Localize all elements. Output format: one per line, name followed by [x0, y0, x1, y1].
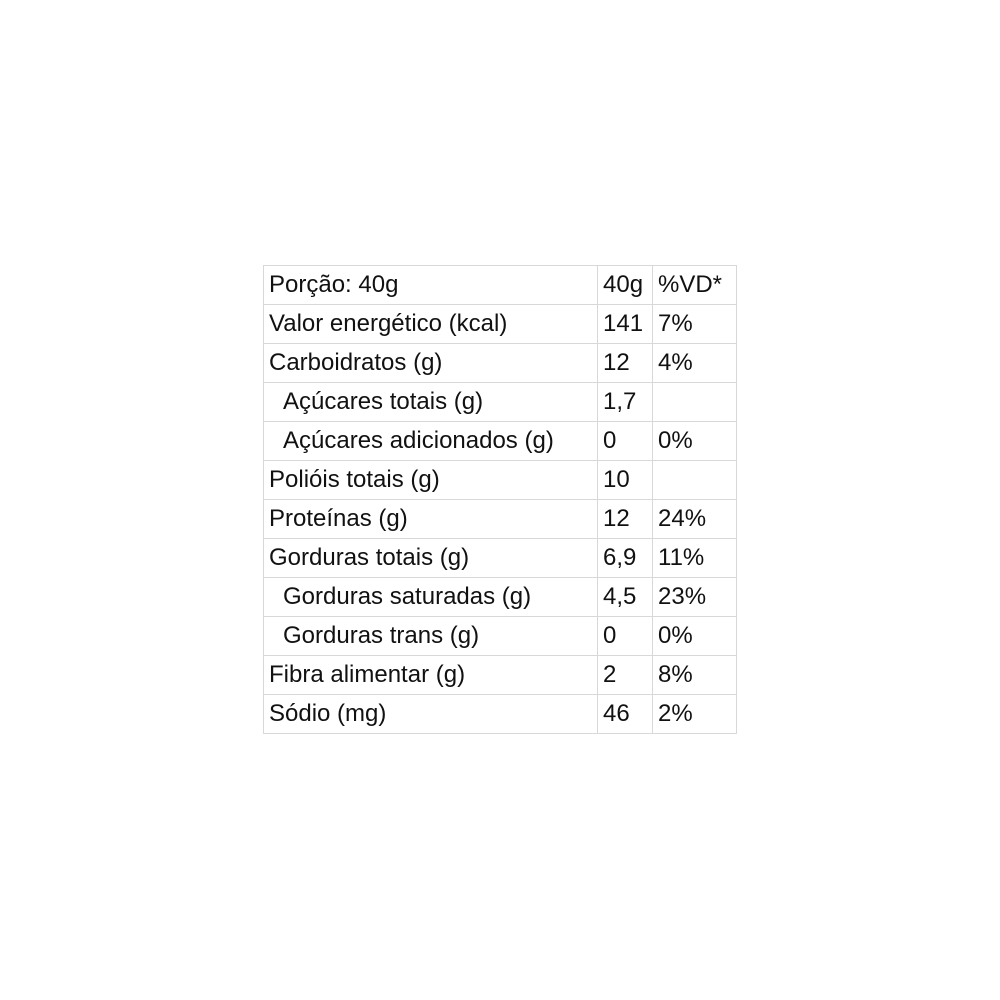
table-row — [264, 305, 737, 344]
table-row — [264, 695, 737, 734]
nutrient-daily-value: 4% — [653, 344, 737, 383]
nutrient-daily-value: 0% — [653, 617, 737, 656]
nutrient-daily-value — [653, 383, 737, 422]
table-row — [264, 344, 737, 383]
nutrient-amount: 6,9 — [598, 539, 653, 578]
nutrient-label: Polióis totais (g) — [264, 461, 598, 500]
nutrient-amount: 2 — [598, 656, 653, 695]
table-row — [264, 383, 737, 422]
portion-label-cell: Porção: 40g — [264, 266, 598, 305]
nutrient-daily-value: 7% — [653, 305, 737, 344]
nutrient-amount: 4,5 — [598, 578, 653, 617]
nutrient-label: Gorduras saturadas (g) — [264, 578, 598, 617]
nutrient-amount: 46 — [598, 695, 653, 734]
table-row — [264, 539, 737, 578]
nutrient-amount: 141 — [598, 305, 653, 344]
nutrient-label: Gorduras trans (g) — [264, 617, 598, 656]
nutrient-amount: 10 — [598, 461, 653, 500]
nutrient-amount: 1,7 — [598, 383, 653, 422]
nutrient-label: Fibra alimentar (g) — [264, 656, 598, 695]
nutrient-daily-value: 23% — [653, 578, 737, 617]
nutrient-amount: 0 — [598, 617, 653, 656]
nutrient-label: Açúcares totais (g) — [264, 383, 598, 422]
nutrient-amount: 12 — [598, 500, 653, 539]
nutrient-daily-value: 0% — [653, 422, 737, 461]
nutrient-label: Gorduras totais (g) — [264, 539, 598, 578]
nutrient-amount: 0 — [598, 422, 653, 461]
portion-amount-header: 40g — [598, 266, 653, 305]
table-header-row — [264, 266, 737, 305]
nutrient-label: Açúcares adicionados (g) — [264, 422, 598, 461]
nutrient-label: Carboidratos (g) — [264, 344, 598, 383]
nutrition-table — [263, 265, 737, 734]
nutrient-daily-value: 24% — [653, 500, 737, 539]
table-row — [264, 656, 737, 695]
nutrient-label: Sódio (mg) — [264, 695, 598, 734]
nutrient-daily-value: 8% — [653, 656, 737, 695]
nutrient-daily-value: 11% — [653, 539, 737, 578]
table-row — [264, 578, 737, 617]
table-row — [264, 422, 737, 461]
nutrient-amount: 12 — [598, 344, 653, 383]
nutrient-daily-value — [653, 461, 737, 500]
daily-value-header: %VD* — [653, 266, 737, 305]
table-row — [264, 500, 737, 539]
nutrient-label: Proteínas (g) — [264, 500, 598, 539]
nutrient-label: Valor energético (kcal) — [264, 305, 598, 344]
nutrient-daily-value: 2% — [653, 695, 737, 734]
table-row — [264, 461, 737, 500]
table-row — [264, 617, 737, 656]
